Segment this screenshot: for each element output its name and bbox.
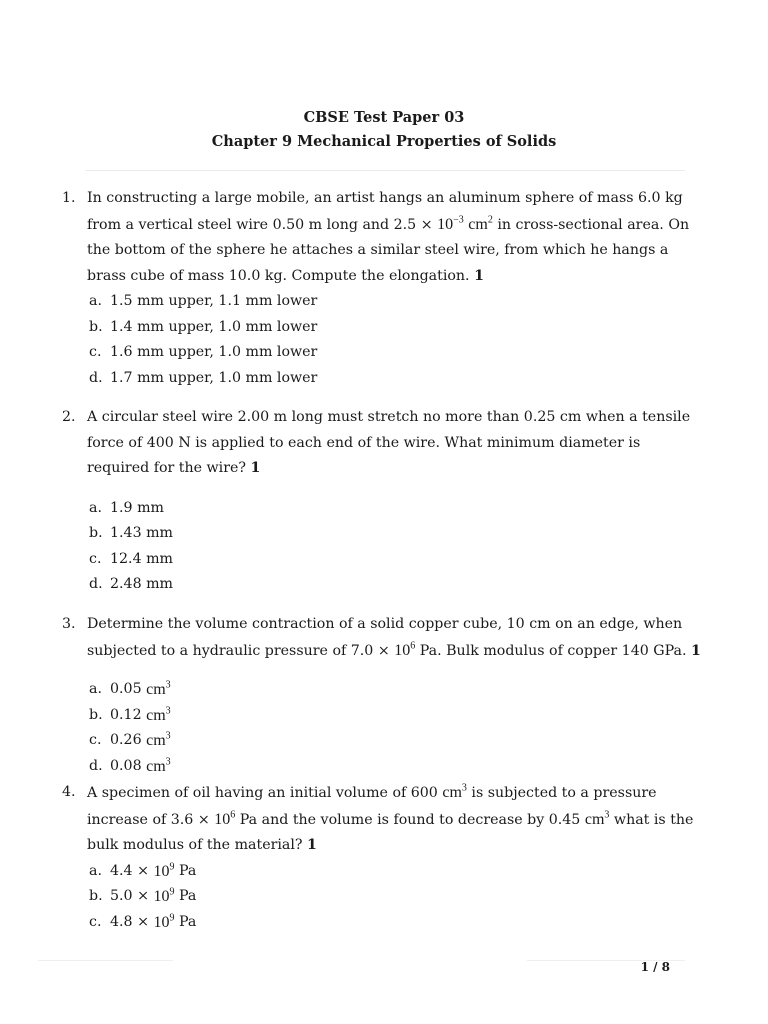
page-title: CBSE Test Paper 03	[303, 109, 465, 126]
question-2	[62, 405, 702, 598]
option-c: c. 12.4 mm	[89, 550, 174, 567]
power-of-ten: $10^{-3}$	[437, 214, 464, 233]
unit-cm3: $cm^3$	[146, 705, 171, 724]
option-c: c. 0.26 $cm^3$	[89, 728, 702, 754]
question-marks: 1	[474, 267, 484, 284]
option-d: d. 2.48 mm	[89, 576, 174, 592]
unit-cm3: $cm^3$	[442, 782, 467, 801]
option-b: b. 1.4 mm upper, 1.0 mm lower	[89, 318, 318, 335]
times-symbol: ×	[420, 216, 433, 233]
times-symbol: ×	[197, 811, 210, 828]
question-marks: 1	[690, 642, 701, 659]
option-a: a. 4.4 × $10^9$ Pa	[89, 861, 197, 880]
question-text: A circular steel wire 2.00 m long must stretch no more than 0.25 cm when a tensile force of 400 N is applied to each end of the wire. What minimum diameter is required for the wire? 1	[87, 409, 691, 476]
footer-divider-left	[38, 960, 173, 961]
option-a: a. 0.05 $cm^3$	[89, 677, 702, 703]
question-1	[62, 186, 702, 391]
unit-cm3: $cm^3$	[146, 730, 171, 749]
power-of-ten: $10^6$	[394, 640, 416, 659]
option-b: b. 1.43 mm	[89, 525, 174, 541]
options-list	[89, 496, 702, 598]
question-number: 2.	[62, 409, 76, 425]
option-d: d. 0.08 $cm^3$	[89, 754, 702, 780]
question-text: Determine the volume contraction of a solid copper cube, 10 cm on an edge, when subjected to a hydraulic pressure of $7.0 \times 10^6$ Pa. Bulk modulus of copper 140 GPa. 1	[87, 616, 701, 659]
unit-cm3: $cm^3$	[146, 679, 171, 698]
option-d: d. 1.7 mm upper, 1.0 mm lower	[89, 369, 318, 386]
question-marks: 1	[307, 837, 317, 853]
question-4	[62, 780, 702, 935]
option-a: a. 1.5 mm upper, 1.1 mm lower	[89, 293, 318, 309]
question-number: 4.	[62, 784, 76, 800]
option-c: c. 1.6 mm upper, 1.0 mm lower	[89, 344, 318, 360]
option-b: b. 5.0 × $10^9$ Pa	[89, 886, 197, 905]
options-list	[89, 859, 702, 936]
unit-cm3: $cm^3$	[146, 756, 171, 775]
document-header	[0, 106, 768, 154]
header-divider	[85, 170, 685, 171]
unit-cm2: $cm^2$	[468, 214, 493, 233]
question-text: A specimen of oil having an initial volume of 600 $cm^3$ is subjected to a pressure increase of $3.6 \times 10^6$ Pa and the volume is found to decrease by 0.45 $cm^3$ what is the bulk modulus of the material? 1	[87, 782, 694, 853]
question-3	[62, 612, 702, 779]
option-a: a. 1.9 mm	[89, 499, 164, 516]
page-number: 1 / 8	[640, 960, 670, 974]
options-list	[89, 289, 702, 391]
unit-cm3: $cm^3$	[584, 809, 610, 828]
option-c: c. 4.8 × $10^9$ Pa	[89, 912, 197, 931]
question-marks: 1	[250, 460, 261, 476]
question-number: 1.	[62, 190, 76, 206]
page-subtitle: Chapter 9 Mechanical Properties of Solids	[211, 133, 557, 150]
power-of-ten: $10^6$	[214, 809, 236, 828]
times-symbol: ×	[377, 642, 390, 659]
question-number: 3.	[62, 616, 76, 632]
option-b: b. 0.12 $cm^3$	[89, 703, 702, 729]
question-text: In constructing a large mobile, an artist hangs an aluminum sphere of mass 6.0 kg from a vertical steel wire 0.50 m long and $2.5 \times 10^{-3}$ $cm^2$ in cross-sectional area. On the bottom of the sphere he attaches a similar steel wire, from which he hangs a brass cube of mass 10.0 kg. Compute the elongation. 1	[87, 190, 690, 284]
options-list	[89, 677, 702, 779]
